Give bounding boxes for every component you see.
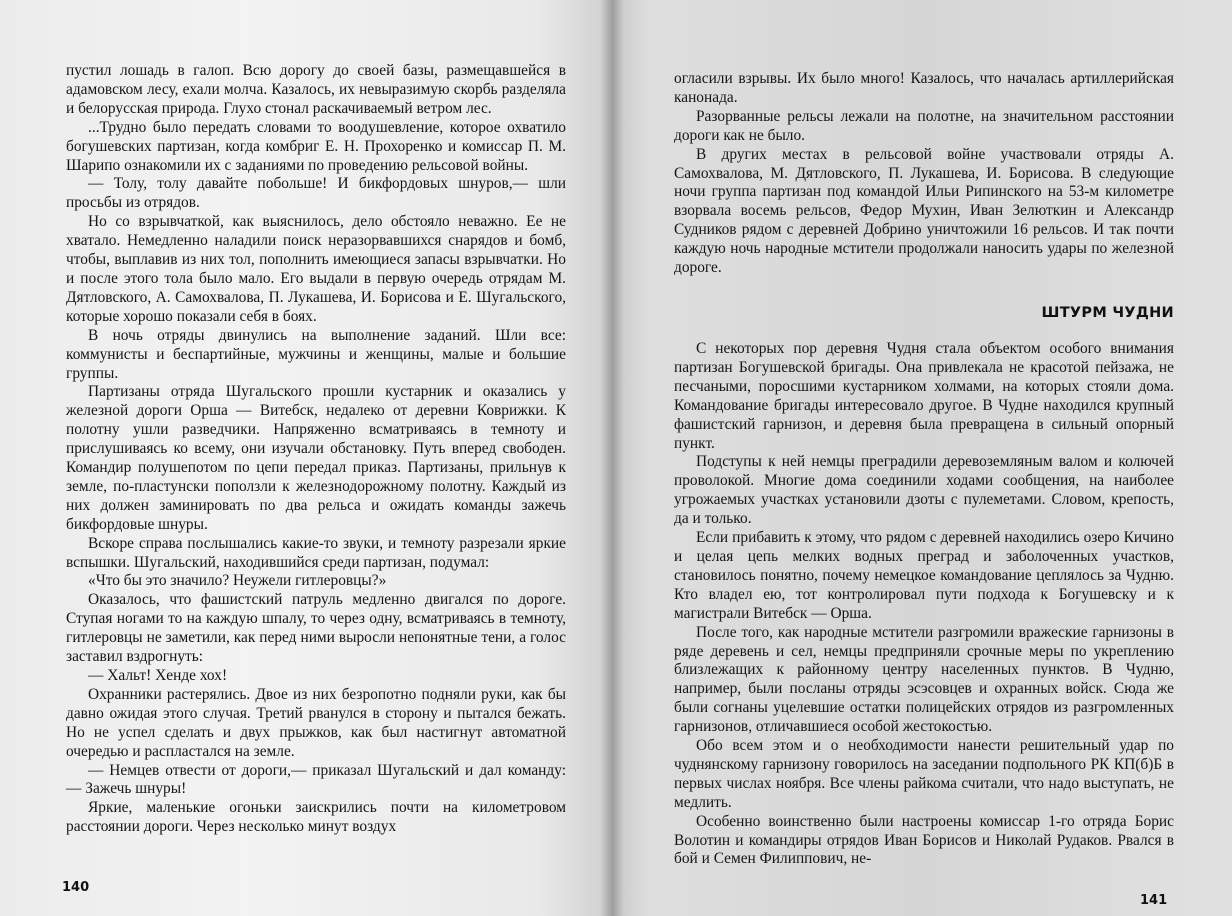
paragraph: пустил лошадь в галоп. Всю дорогу до своей базы, размещавшейся в адамовском лесу, ехали молча. Казалось, их невыразимую скорбь разделяла и белорусская природа. Глухо стонал раскачиваемый ветром лес. xyxy=(66,62,566,117)
paragraph: Обо всем этом и о необходимости нанести решительный удар по чуднянскому гарнизону говорилось на заседании подпольного РК КП(б)Б в первых числах ноября. Все члены райкома считали, что надо выступать, не медлить. xyxy=(674,737,1174,811)
paragraph: Но со взрывчаткой, как выяснилось, дело обстояло неважно. Ее не хватало. Немедленно наладили поиск неразорвавшихся снарядов и бомб, чтобы, выплавив из них тол, пополнить имеющиеся запасы взрывчатки. Но и после этого тола было мало. Его выдали в первую очередь отрядам М. Дятловского, А. Самохвалова, П. Лукашева, И. Борисова и Е. Шугальского, которые хорошо показали себя в боях. xyxy=(66,213,566,325)
section-heading: ШТУРМ ЧУДНИ xyxy=(1041,305,1174,321)
left-page-text xyxy=(66,62,566,837)
paragraph: Охранники растерялись. Двое из них безропотно подняли руки, как бы давно ожидая этого случая. Третий рванулся в сторону и пытался бежать. Но не успел сделать и двух прыжков, как был настигнут автоматной очередью и распластался на земле. xyxy=(66,685,566,760)
page-number: 140 xyxy=(62,880,90,895)
paragraph: В других местах в рельсовой войне участвовали отряды А. Самохвалова, М. Дятловского, П. Лукашева, И. Борисова. В следующие ночи группа партизан под командой Ильи Рипинского на 53-м километре взорвала восемь рельсов, Федор Мухин, Иван Зелюткин и Александр Судников рядом с деревней Добрино уничтожили 16 рельсов. И так почти каждую ночь народные мстители продолжали наносить удары по железной дороге. xyxy=(674,145,1174,277)
right-page-text-top xyxy=(674,70,1174,278)
paragraph: огласили взрывы. Их было много! Казалось, что началась артиллерийская канонада. xyxy=(674,70,1174,106)
paragraph: Особенно воинственно были настроены комиссар 1-го отряда Борис Волотин и командиры отрядов Иван Борисов и Николай Рудаков. Рвался в бой и Семен Филиппович, не- xyxy=(674,812,1174,868)
paragraph: «Что бы это значило? Неужели гитлеровцы?» xyxy=(88,572,387,590)
left-page xyxy=(0,0,612,916)
paragraph: — Хальт! Хенде хох! xyxy=(88,667,228,684)
paragraph: Оказалось, что фашистский патруль медленно двигался по дороге. Ступая ногами то на каждую шпалу, то через одну, всматриваясь в темноту, гитлеровцы не заметили, как перед ними выросли непонятные тени, а голос заставил вздрогнуть: xyxy=(66,591,566,666)
paragraph: Подступы к ней немцы преградили деревоземляным валом и колючей проволокой. Многие дома соединили ходами сообщения, на наиболее угрожаемых участках установили дзоты с пулеметами. Словом, крепость, да и только. xyxy=(674,453,1174,528)
paragraph: В ночь отряды двинулись на выполнение заданий. Шли все: коммунисты и беспартийные, мужчины и женщины, малые и большие группы. xyxy=(66,326,566,382)
right-page xyxy=(612,0,1232,916)
book-gutter-shadow xyxy=(600,0,624,916)
paragraph: ...Трудно было передать словами то воодушевление, которое охватило богушевских партизан, когда комбриг Е. Н. Прохоренко и комиссар П. М. Шарипо ознакомили их с заданиями по проведению рельсовой войны. xyxy=(66,118,566,174)
paragraph: С некоторых пор деревня Чудня стала объектом особого внимания партизан Богушевской бригады. Она привлекала не красотой пейзажа, не песчаными, поросшими кустарником холмами, на которых стояли дома. Командование бригады интересовало другое. В Чудне находился крупный фашистский гарнизон, и деревня была превращена в сильный опорный пункт. xyxy=(674,340,1174,452)
paragraph: — Немцев отвести от дороги,— приказал Шугальский и дал команду: — Зажечь шнуры! xyxy=(66,761,566,798)
paragraph: Разорванные рельсы лежали на полотне, на значительном расстоянии дороги как не было. xyxy=(674,107,1174,144)
paragraph: Вскоре справа послышались какие-то звуки, и темноту разрезали яркие вспышки. Шугальский, находившийся среди партизан, подумал: xyxy=(66,534,566,571)
paragraph: — Толу, толу давайте побольше! И бикфордовых шнуров,— шли просьбы из отрядов. xyxy=(66,175,566,212)
paragraph: Партизаны отряда Шугальского прошли кустарник и оказались у железной дороги Орша — Витебск, недалеко от деревни Коврижки. К полотну ушли разведчики. Напряженно всматриваясь в темноту и прислушиваясь ко всему, они изучали обстановку. Путь вперед свободен. Командир полушепотом по цепи передал приказ. Партизаны, прильнув к земле, по-пластунски поползли к железнодорожному полотну. Каждый из них должен заминировать по два рельса и ожидать команды зажечь бикфордовые шнуры. xyxy=(66,383,566,533)
paragraph: Яркие, маленькие огоньки заискрились почти на километровом расстоянии дороги. Через несколько минут воздух xyxy=(66,799,566,836)
right-page-text-bottom xyxy=(674,340,1174,869)
paragraph: После того, как народные мстители разгромили вражеские гарнизоны в ряде деревень и сел, немцы предприняли срочные меры по укреплению близлежащих к районному центру населенных пунктов. В Чудню, например, были посланы отряды эсэсовцев и охранных войск. Сюда же были согнаны уцелевшие остатки полицейских отрядов из разгромленных гарнизонов, отличавшиеся особой жестокостью. xyxy=(674,623,1174,736)
page-number: 141 xyxy=(1140,893,1168,908)
paragraph: Если прибавить к этому, что рядом с деревней находились озеро Кичино и целая цепь мелких водных преград и заболоченных участков, становилось понятно, почему немецкое командование цеплялось за Чудню. Кто владел ею, тот контролировал пути подхода к Богушевску и к магистрали Витебск — Орша. xyxy=(674,529,1174,622)
